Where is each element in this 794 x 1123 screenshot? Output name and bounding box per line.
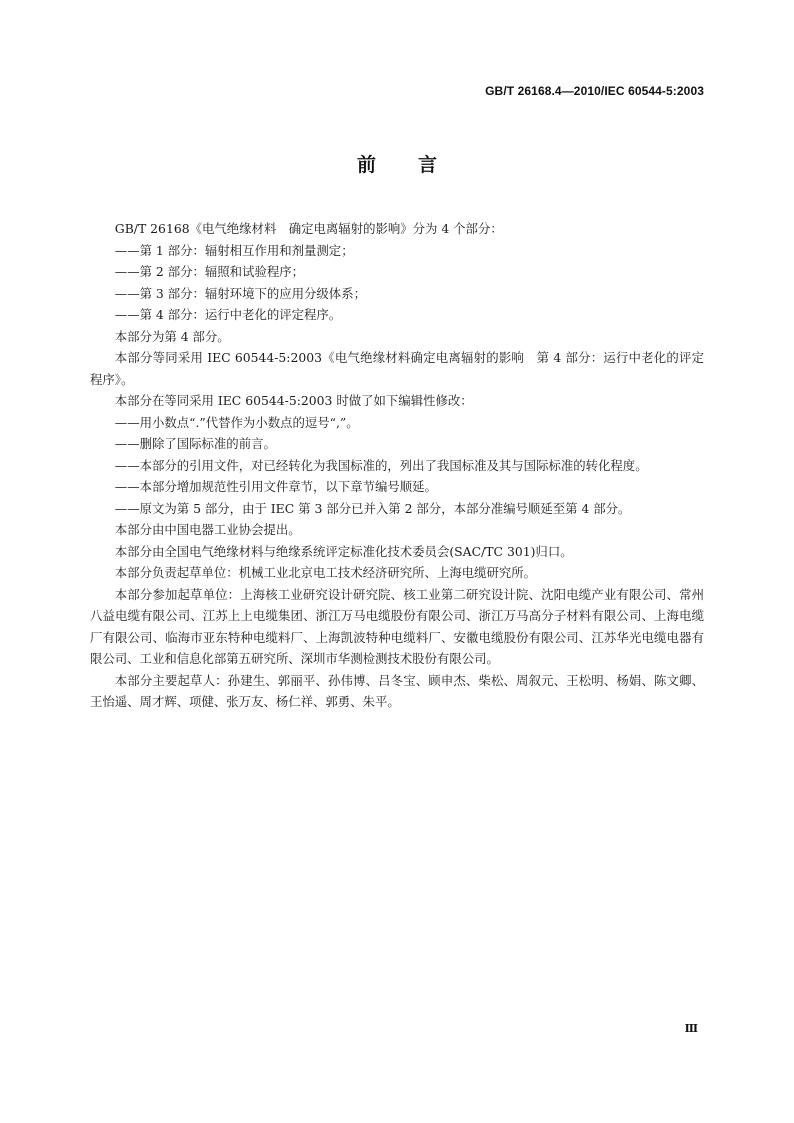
paragraph-proposer: 本部分由中国电器工业协会提出。 <box>114 522 301 537</box>
paragraph-main-drafters: 本部分主要起草人：孙建生、郭丽平、孙伟博、吕冬宝、顾申杰、柴松、周叙元、王松明、杨娟、陈文卿、王怡遥、周才辉、项健、张万友、杨仁祥、郭勇、朱平。 <box>90 672 704 709</box>
paragraph-editorial-changes: 本部分在等同采用 IEC 60544-5:2003 时做了如下编辑性修改： <box>114 393 473 408</box>
paragraph-responsible-drafters: 本部分负责起草单位：机械工业北京电工技术经济研究所、上海电缆研究所。 <box>114 565 537 580</box>
list-item-change-4: ——本部分增加规范性引用文件章节，以下章节编号顺延。 <box>114 479 437 494</box>
list-item-change-5: ——原文为第 5 部分，由于 IEC 第 3 部分已并入第 2 部分，本部分准编号顺延至第 4 部分。 <box>114 500 631 516</box>
page-number: Ⅲ <box>684 1022 697 1035</box>
page-title: 前言 <box>356 154 479 176</box>
paragraph-committee: 本部分由全国电气绝缘材料与绝缘系统评定标准化技术委员会(SAC/TC 301)归口。 <box>114 543 573 559</box>
foreword-body <box>90 218 704 713</box>
paragraph-intro: GB/T 26168《电气绝缘材料 确定电离辐射的影响》分为 4 个部分： <box>114 221 503 236</box>
list-item-part-3: ——第 3 部分：辐射环境下的应用分级体系； <box>114 285 366 301</box>
list-item-change-3: ——本部分的引用文件，对已经转化为我国标准的，列出了我国标准及其与国际标准的转化程度。 <box>114 457 648 473</box>
list-item-part-1: ——第 1 部分：辐射相互作用和剂量测定； <box>114 242 354 258</box>
list-item-part-2: ——第 2 部分：辐照和试验程序； <box>114 264 305 279</box>
standard-code: GB/T 26168.4—2010/IEC 60544-5:2003 <box>485 84 704 98</box>
paragraph-participating-drafters: 本部分参加起草单位：上海核工业研究设计研究院、核工业第二研究设计院、沈阳电缆产业有限公司、常州八益电缆有限公司、江苏上上电缆集团、浙江万马电缆股份有限公司、浙江万马高分子材料有限公司、上海电缆厂有限公司、临海市亚东特种电缆料厂、上海凯波特种电缆料厂、安徽电缆股份有限公司、江苏华光电缆电器有限公司、工业和信息化部第五研究所、深圳市华测检测技术股份有限公司。 <box>90 586 704 666</box>
paragraph-part-statement: 本部分为第 4 部分。 <box>114 328 230 344</box>
paragraph-adoption: 本部分等同采用 IEC 60544-5:2003《电气绝缘材料确定电离辐射的影响 第 4 部分：运行中老化的评定程序》。 <box>90 350 704 387</box>
list-item-change-2: ——删除了国际标准的前言。 <box>114 436 276 451</box>
list-item-change-1: ——用小数点“.”代替作为小数点的逗号“,”。 <box>114 414 359 430</box>
list-item-part-4: ——第 4 部分：运行中老化的评定程序。 <box>114 307 342 322</box>
